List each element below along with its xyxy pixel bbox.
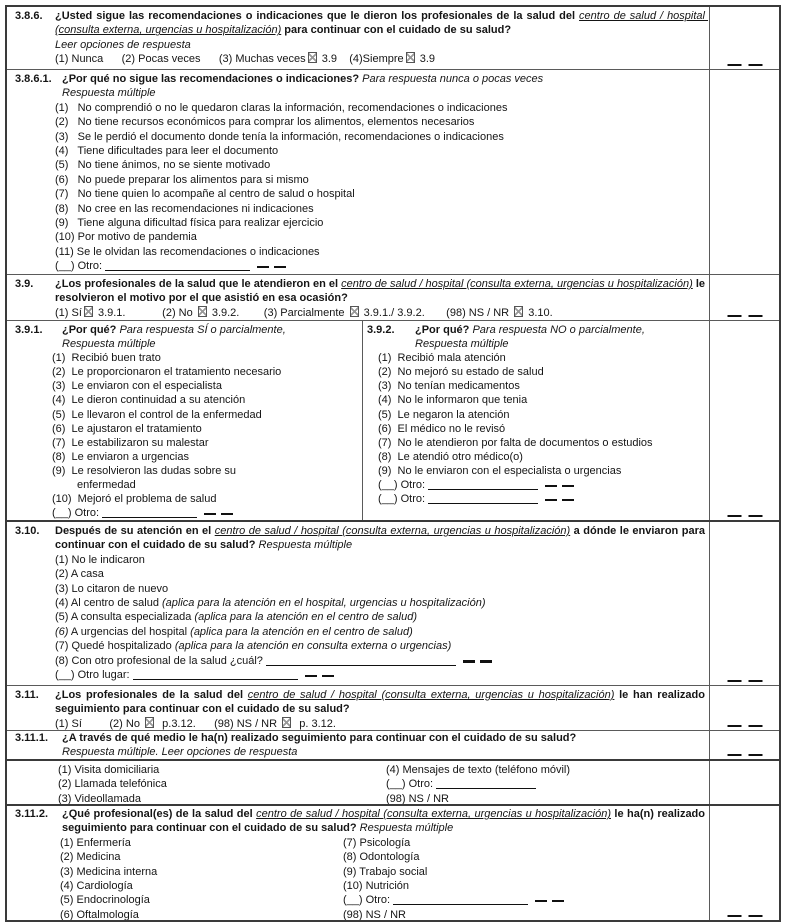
text-span: (6) Le ajustaron el tratamiento <box>52 422 202 435</box>
option <box>7 610 705 624</box>
fill-in-blank-line <box>105 260 250 271</box>
option <box>7 230 705 244</box>
text-span: 3.9 <box>416 53 435 66</box>
question-3-10-text <box>7 524 709 553</box>
text-span: (98) NS / NR <box>343 908 406 920</box>
text-span: enfermedad <box>77 479 136 492</box>
options-3-11-2-left-column <box>7 836 290 920</box>
text-span: p. 3.12. <box>293 717 336 730</box>
text-span: (1) No comprendió o no le quedaron claras la información, recomendaciones o indicaciones <box>55 101 508 114</box>
missing-glyph-box-icon <box>350 306 359 317</box>
text-span: Respuesta múltiple <box>415 338 509 351</box>
text-span: (5) A consulta especializada <box>55 611 195 624</box>
code-digit-dashes <box>257 266 286 269</box>
text-span: (3) Lo citaron de nuevo <box>55 582 169 595</box>
text-span: ¿Por qué? <box>62 324 120 336</box>
text-span: A urgencias del hospital <box>68 625 191 638</box>
text-span: (98) NS / NR <box>386 792 449 804</box>
text-span: (9) No le enviaron con el especialista o urgencias <box>378 464 622 477</box>
text-span: (8) No cree en las recomendaciones ni indicaciones <box>55 202 314 215</box>
text-span: 3.10. <box>525 306 553 319</box>
text-span: (1) Sí <box>55 306 82 319</box>
text-span: (4) Le dieron continuidad a su atención <box>52 394 246 407</box>
option <box>343 850 705 864</box>
missing-glyph-box-icon <box>84 306 93 317</box>
text-span: (4) Al centro de salud <box>55 597 163 610</box>
text-span: (7) Psicología <box>343 836 411 849</box>
option <box>7 173 705 187</box>
text-span: (7) Le estabilizaron su malestar <box>52 436 209 449</box>
question-3-8-6-text <box>7 9 709 38</box>
question-3-9-cell <box>7 275 709 320</box>
question-3-9-2-text <box>363 323 709 337</box>
missing-glyph-box-icon <box>198 306 207 317</box>
text-span: (7) Quedé hospitalizado <box>55 640 175 653</box>
option <box>7 379 362 393</box>
missing-glyph-box-icon <box>282 717 291 728</box>
text-span: Para respuesta SÍ o parcialmente, <box>119 324 286 336</box>
answer-code-blanks <box>727 725 762 728</box>
option <box>7 130 705 144</box>
multiple-answer-instruction <box>363 337 709 351</box>
option <box>7 245 705 259</box>
text-span: (7) No le atendieron por falta de documentos o estudios <box>378 436 653 449</box>
question-number: 3.11. <box>15 689 39 701</box>
text-span: (2) A casa <box>55 568 104 581</box>
question-3-11-text <box>7 688 709 717</box>
text-span: (8) Con otro profesional de la salud ¿cuál? <box>55 654 266 667</box>
question-number: 3.11.2. <box>15 808 49 820</box>
option <box>363 351 709 365</box>
answer-code-blanks <box>727 315 762 318</box>
text-span: Respuesta múltiple <box>62 87 156 100</box>
options-3-11-2-right-column <box>290 836 705 920</box>
row-question-3-8-6 <box>7 7 779 69</box>
answer-code-blanks <box>727 915 762 918</box>
question-3-11-1-cell <box>7 731 709 759</box>
option <box>60 850 290 864</box>
missing-glyph-box-icon <box>514 306 523 317</box>
option <box>343 908 705 920</box>
question-3-11-2-text <box>7 807 709 836</box>
text-span: centro de salud / hospital (consulta externa, urgencias u hospitalización) <box>247 689 615 701</box>
text-span: Para respuesta NO o parcialmente, <box>472 324 645 336</box>
option <box>363 393 709 407</box>
text-span: 3.9.1./ 3.9.2. (98) NS / NR <box>360 306 513 319</box>
text-span: (3) Videollamada <box>58 792 141 804</box>
code-digit-dashes <box>545 499 574 502</box>
fill-in-blank-line <box>133 669 298 680</box>
option <box>363 422 709 436</box>
option <box>7 144 705 158</box>
text-span: (9) Le resolvieron las dudas sobre su <box>52 464 237 477</box>
option <box>7 216 705 230</box>
text-span: (5) No tiene ánimos, no se siente motivado <box>55 159 271 172</box>
option <box>363 408 709 422</box>
multiple-answer-instruction <box>7 745 705 759</box>
text-span: centro de salud / hospital (consulta externa, urgencias u hospitalización) <box>214 525 571 537</box>
text-span: ¿Los profesionales de la salud que le atendieron en el <box>55 278 342 290</box>
row-question-3-9 <box>7 274 779 320</box>
options-3-11 <box>7 717 705 730</box>
option <box>7 393 362 407</box>
text-span: Leer opciones de respuesta <box>55 38 191 51</box>
question-3-8-6-cell <box>7 7 709 69</box>
code-digit-dashes <box>545 485 574 488</box>
option <box>7 567 705 581</box>
option <box>7 436 362 450</box>
option <box>363 379 709 393</box>
option <box>7 625 705 639</box>
text-span: (2) No tiene recursos económicos para comprar los alimentos, elementos necesarios <box>55 116 475 129</box>
option <box>343 836 705 850</box>
text-span: (1) Nunca (2) Pocas veces (3) Muchas veces <box>55 53 306 66</box>
text-span: (4) Tiene dificultades para leer el documento <box>55 145 279 158</box>
text-span: (1) Enfermería <box>60 836 131 849</box>
option <box>58 777 337 791</box>
option <box>58 792 337 804</box>
text-span: 3.9.2. (3) Parcialmente <box>208 306 348 319</box>
text-span: (3) Medicina interna <box>60 865 158 878</box>
text-span: (10) Nutrición <box>343 880 410 893</box>
option-other <box>7 654 705 668</box>
text-span: (6) El médico no le revisó <box>378 422 506 435</box>
options-3-11-1-left-column <box>7 763 337 804</box>
option <box>58 763 337 777</box>
text-span: centro de salud / hospital (consulta externa, urgencias u hospitalización) <box>341 278 693 290</box>
option <box>7 365 362 379</box>
question-number: 3.11.1. <box>15 732 49 744</box>
question-3-9-1-cell <box>7 321 363 520</box>
answer-cell-3-11-1 <box>709 731 779 759</box>
text-span: (8) Odontología <box>343 851 420 864</box>
answer-cell-3-8-6 <box>709 7 779 69</box>
text-span: ¿A través de qué medio le ha(n) realizado seguimiento para continuar con el cuidado de su salud? <box>62 732 577 744</box>
code-digit-dashes <box>463 660 492 663</box>
option <box>7 422 362 436</box>
option <box>7 450 362 464</box>
text-span: (__) Otro: <box>378 479 429 492</box>
option <box>7 202 705 216</box>
question-number: 3.8.6. <box>15 10 43 22</box>
text-span: 3.9.1. (2) No <box>94 306 196 319</box>
text-span: ¿Por qué? <box>415 324 473 336</box>
code-digit-dashes <box>535 900 564 903</box>
text-span: (8) Le enviaron a urgencias <box>52 450 189 463</box>
options-3-11-1-right-column <box>337 763 705 804</box>
row-question-3-11 <box>7 685 779 730</box>
fill-in-blank-line <box>102 507 197 518</box>
text-span: le resolvieron el motivo por el que asistió en esa ocasión? <box>55 278 709 305</box>
text-span: (aplica para la atención en el centro de salud) <box>194 611 418 624</box>
text-span: (10) Por motivo de pandemia <box>55 231 197 244</box>
text-span: (5) Le negaron la atención <box>378 408 510 421</box>
answer-cell-3-8-6-1 <box>709 70 779 274</box>
answer-code-blanks <box>727 754 762 757</box>
option <box>343 879 705 893</box>
question-3-11-2-header <box>7 807 709 836</box>
answer-cell-3-9 <box>709 275 779 320</box>
option <box>363 436 709 450</box>
option-continuation <box>7 478 362 492</box>
text-span: Respuesta múltiple <box>62 338 156 351</box>
option <box>7 115 705 129</box>
fill-in-blank-line <box>266 655 456 666</box>
missing-glyph-box-icon <box>145 717 154 728</box>
text-span: (2) Llamada telefónica <box>58 778 167 791</box>
option <box>363 450 709 464</box>
read-options-instruction <box>7 38 705 52</box>
text-span: (1) No le indicaron <box>55 553 145 566</box>
option <box>7 101 705 115</box>
option-other <box>7 668 705 682</box>
code-digit-dashes <box>305 675 334 678</box>
question-3-11-1-text <box>7 731 705 745</box>
options-3-11-2 <box>7 836 705 920</box>
text-span: Para respuesta nunca o pocas veces <box>362 73 544 85</box>
text-span: le ha(n) realizado seguimiento para continuar con el cuidado de su salud? <box>62 808 709 835</box>
text-span: (8) Le atendió otro médico(o) <box>378 450 523 463</box>
option <box>7 187 705 201</box>
option <box>7 158 705 172</box>
text-span: (3) Se le perdió el documento donde tenía la información, recomendaciones o indicaciones <box>55 130 504 143</box>
answer-code-blanks <box>727 64 762 67</box>
option <box>363 365 709 379</box>
text-span: (1) Sí (2) No <box>55 717 144 730</box>
options-3-9 <box>7 306 705 320</box>
text-span: (__) Otro: <box>52 507 103 520</box>
missing-glyph-box-icon <box>406 52 415 63</box>
text-span: ¿Los profesionales de la salud del <box>55 689 248 701</box>
answer-cell-3-10 <box>709 522 779 685</box>
answer-code-blanks <box>727 515 762 518</box>
option <box>7 553 705 567</box>
text-span: (5) Le llevaron el control de la enfermedad <box>52 408 262 421</box>
question-number: 3.9.2. <box>367 324 395 336</box>
options-3-8-6 <box>7 52 705 66</box>
option <box>343 865 705 879</box>
text-span: (10) Mejoró el problema de salud <box>52 493 217 506</box>
text-span: (4) No le informaron que tenia <box>378 394 528 407</box>
option <box>7 408 362 422</box>
question-3-11-2-cell <box>7 806 709 920</box>
text-span: (2) No mejoró su estado de salud <box>378 366 544 379</box>
text-span: Respuesta múltiple <box>258 539 353 552</box>
row-options-3-11-1 <box>7 759 779 804</box>
option <box>7 582 705 596</box>
text-span: centro de salud / hospital (consulta externa, urgencias u hospitalización) <box>55 10 709 37</box>
option <box>60 879 290 893</box>
option-other <box>7 506 362 520</box>
option <box>60 836 290 850</box>
option <box>60 908 290 920</box>
text-span: centro de salud / hospital (consulta externa, urgencias u hospitalización) <box>256 808 611 820</box>
answer-cell-options-3-11-1 <box>709 761 779 804</box>
question-3-9-1-text <box>7 323 362 337</box>
text-span: (1) Recibió buen trato <box>52 352 161 365</box>
text-span: (6) Oftalmología <box>60 908 139 920</box>
option <box>7 464 362 478</box>
option <box>60 893 290 907</box>
text-span: Respuesta múltiple. Leer opciones de respuesta <box>62 746 298 759</box>
option-other <box>386 777 705 791</box>
text-span: (7) No tiene quien lo acompañe al centro de salud o hospital <box>55 188 355 201</box>
row-question-3-8-6-1 <box>7 69 779 274</box>
question-3-9-text <box>7 277 709 306</box>
option-other <box>363 478 709 492</box>
row-question-3-10 <box>7 520 779 685</box>
text-span: le han realizado seguimiento para continuar con el cuidado de su salud? <box>55 689 709 716</box>
text-span: (2) Medicina <box>60 851 121 864</box>
option <box>7 596 705 610</box>
questionnaire-table <box>5 5 781 922</box>
fill-in-blank-line <box>428 493 538 504</box>
text-span: (aplica para la atención en el hospital, urgencias u hospitalización) <box>162 597 486 610</box>
text-span: (6) <box>55 625 69 638</box>
text-span: Después de su atención en el <box>55 525 215 537</box>
text-span: (4) Cardiología <box>60 880 133 893</box>
multiple-answer-instruction <box>7 86 705 100</box>
answer-code-blanks <box>727 680 762 683</box>
fill-in-blank-line <box>393 894 528 905</box>
text-span: (__) Otro lugar: <box>55 669 133 682</box>
text-span: para continuar con el cuidado de su salud? <box>281 24 512 37</box>
text-span: ¿Usted sigue las recomendaciones o indicaciones que le dieron los profesionales de la salud del <box>55 10 580 22</box>
option-other <box>343 893 705 907</box>
row-question-3-11-2 <box>7 804 779 920</box>
text-span: (9) Trabajo social <box>343 865 428 878</box>
row-question-3-11-1 <box>7 730 779 759</box>
text-span: a dónde le enviaron para continuar con el cuidado de su salud? <box>55 525 709 552</box>
text-span: 3.9 (4)Siempre <box>318 53 404 66</box>
text-span: (aplica para la atención en consulta externa o urgencias) <box>174 640 452 653</box>
option <box>60 865 290 879</box>
option-other <box>7 259 705 273</box>
question-3-8-6-1-cell <box>7 70 709 274</box>
text-span: (5) Endocrinología <box>60 894 150 907</box>
text-span: (11) Se le olvidan las recomendaciones o indicaciones <box>55 245 320 258</box>
text-span: (1) Recibió mala atención <box>378 352 506 365</box>
missing-glyph-box-icon <box>308 52 317 63</box>
text-span: (1) Visita domiciliaria <box>58 764 160 776</box>
two-column-cell <box>7 321 709 520</box>
text-span: (__) Otro: <box>343 894 394 907</box>
option <box>7 351 362 365</box>
answer-cell-3-11-2 <box>709 806 779 920</box>
options-3-11-1-cell <box>7 761 709 804</box>
text-span: (3) No tenían medicamentos <box>378 380 520 393</box>
answer-cell-3-9-1-3-9-2 <box>709 321 779 520</box>
option <box>386 792 705 804</box>
fill-in-blank-line <box>436 778 536 789</box>
text-span: (__) Otro: <box>55 260 106 273</box>
text-span: (aplica para la atención en el centro de salud) <box>190 625 413 638</box>
question-3-11-cell <box>7 686 709 730</box>
text-span: (6) No puede preparar los alimentos para si mismo <box>55 173 309 186</box>
text-span: (4) Mensajes de texto (teléfono móvil) <box>386 764 571 776</box>
option <box>386 763 705 777</box>
question-3-10-cell <box>7 522 709 685</box>
text-span: (3) Le enviaron con el especialista <box>52 380 222 393</box>
text-span: ¿Por qué no sigue las recomendaciones o indicaciones? <box>62 73 363 85</box>
question-number: 3.9.1. <box>15 324 43 336</box>
text-span: ¿Qué profesional(es) de la salud del <box>62 808 257 820</box>
text-span: p.3.12. (98) NS / NR <box>156 717 281 730</box>
text-span: (__) Otro: <box>378 493 429 506</box>
text-span: (2) Le proporcionaron el tratamiento necesario <box>52 366 282 379</box>
option <box>363 464 709 478</box>
option <box>7 492 362 506</box>
question-number: 3.8.6.1. <box>15 73 52 85</box>
text-span: (__) Otro: <box>386 778 437 791</box>
text-span: Respuesta múltiple <box>359 822 454 835</box>
answer-cell-3-11 <box>709 686 779 730</box>
code-digit-dashes <box>204 513 233 516</box>
question-3-9-2-cell <box>363 321 709 520</box>
option-other <box>363 492 709 506</box>
multiple-answer-instruction <box>7 337 362 351</box>
fill-in-blank-line <box>428 479 538 490</box>
row-questions-3-9-1-and-3-9-2 <box>7 320 779 520</box>
question-number: 3.9. <box>15 278 34 290</box>
question-3-8-6-1-text <box>7 72 705 86</box>
text-span: (9) Tiene alguna dificultad física para realizar ejercicio <box>55 217 324 230</box>
question-number: 3.10. <box>15 525 40 537</box>
option <box>7 639 705 653</box>
